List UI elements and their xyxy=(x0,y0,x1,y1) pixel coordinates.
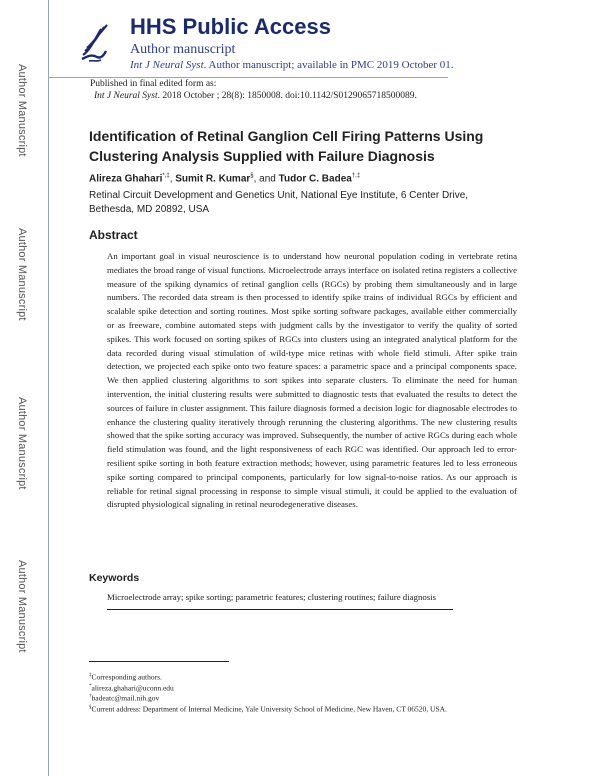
author-name: Tudor C. Badea xyxy=(278,173,352,185)
availability-line: Int J Neural Syst. Author manuscript; available in PMC 2019 October 01. xyxy=(130,59,454,71)
side-label: Author Manuscript xyxy=(16,560,28,653)
side-label: Author Manuscript xyxy=(16,64,28,157)
abstract-heading: Abstract xyxy=(89,228,138,242)
footnotes xyxy=(89,671,447,713)
margin-line xyxy=(48,0,49,776)
side-label: Author Manuscript xyxy=(16,228,28,321)
footnote-rule xyxy=(89,661,229,662)
author-list: Alireza Ghahari*,‡, Sumit R. Kumar§, and Tudor C. Badea†,‡ xyxy=(89,173,361,185)
author-name: Sumit R. Kumar xyxy=(175,173,251,185)
keywords-list: Microelectrode array; spike sorting; parametric features; clustering routines; failure diagnosis xyxy=(107,592,437,602)
footnote: *alireza.ghahari@uconn.edu xyxy=(89,683,174,692)
affiliation: Retinal Circuit Development and Genetics Unit, National Eye Institute, 6 Center Drive, Bethesda, MD 20892, USA xyxy=(89,190,469,215)
keywords-rule xyxy=(107,609,453,610)
hhs-eagle-logo-icon xyxy=(79,21,109,65)
footnote: §Current address: Department of Internal Medicine, Yale University School of Medicine, New Haven, CT 06520, USA. xyxy=(89,704,447,713)
side-label: Author Manuscript xyxy=(16,397,28,490)
published-info: Published in final edited form as: Int J Neural Syst. 2018 October ; 28(8): 1850008. doi:10.1142/S0129065718500089. xyxy=(90,79,417,101)
abstract-body: An important goal in visual neuroscience is to understand how neuronal population coding in vertebrate retina mediates the broad range of visual functions. Microelectrode arrays interface on isolated retina registers a collective measure of the spiking dynamics of retinal ganglion cells (RGCs) by probing them simultaneously and in large numbers. The recorded data stream is then processed to identify spike trains of individual RGCs by efficient and scalable spike detection and sorting routines. Most spike sorting software packages, available either commercially or as freeware, combine automated steps with judgment calls by the investigator to verify the quality of sorted spikes. This work focused on sorting spikes of RGCs into clusters using an integrated analytical platform for the data recorded during visual stimulation of wild-type mice retinas with whole field stimuli. After spike train detection, we projected each spike onto two feature spaces: a parametric space and a principal components space. We then applied clustering algorithms to sort spikes into separate clusters. To eliminate the need for human intervention, the initial clustering results were submitted to diagnostic tests that evaluated the results to detect the sources of failure in cluster assignment. This failure diagnosis formed a decision logic for diagnosable electrodes to enhance the clustering quality iteratively through rerunning the clustering algorithms. The new clustering results showed that the spike sorting accuracy was improved. Subsequently, the number of active RGCs during each whole field stimulation was found, and the light responsiveness of each RGC was identified. Our approach led to error-resilient spike sorting in both feature extraction methods; however, using parametric features led to less erroneous spike sorting compared to principal components, particularly for low signal-to-noise ratios. As our approach is reliable for retinal signal processing in response to simple visual stimuli, it could be applied to the evaluation of disrupted physiological signaling in retinal neurodegenerative diseases. xyxy=(107,251,517,510)
hhs-public-access-title: HHS Public Access xyxy=(130,14,331,39)
keywords-heading: Keywords xyxy=(89,572,140,584)
author-name: Alireza Ghahari xyxy=(89,173,163,185)
footnote: ‡Corresponding authors. xyxy=(89,672,162,682)
footnote: †badeatc@mail.nih.gov xyxy=(89,693,160,703)
author-manuscript-label: Author manuscript xyxy=(130,42,236,57)
paper-title: Identification of Retinal Ganglion Cell Firing Patterns Using Clustering Analysis Supplied with Failure Diagnosis xyxy=(89,128,484,164)
